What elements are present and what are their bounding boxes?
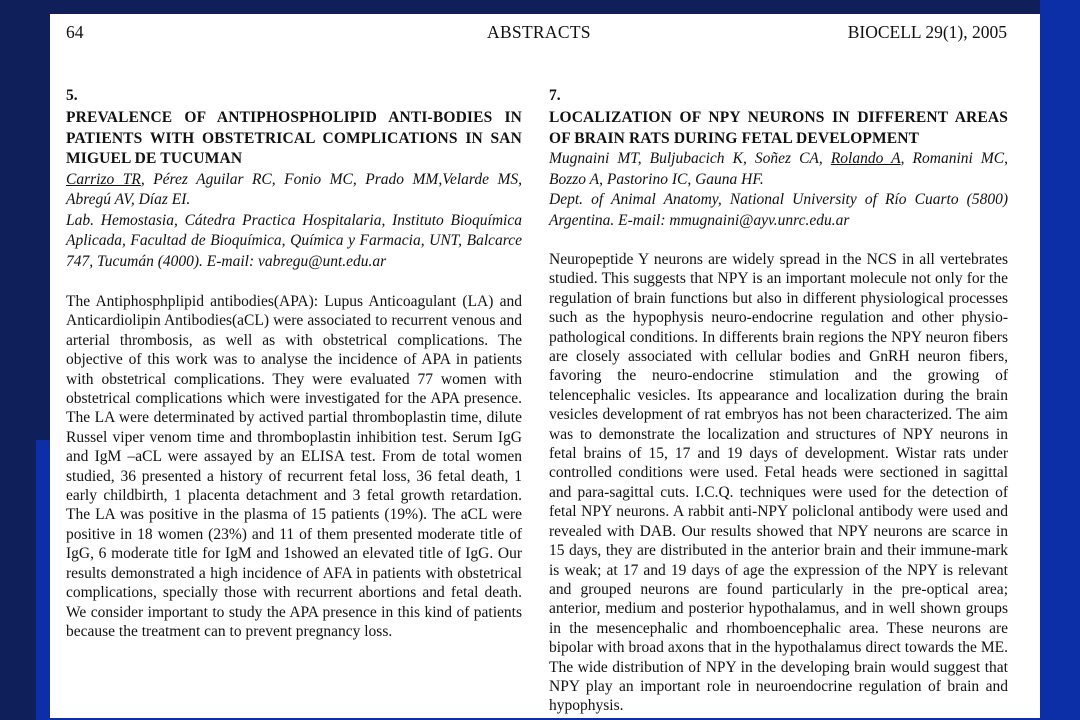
spacer [66, 272, 522, 292]
leading-authors: Mugnaini MT, Buljubacich K, Soñez CA, [549, 150, 831, 167]
abstract-title: PREVALENCE OF ANTIPHOSPHOLIPID ANTI-BODIES IN PATIENTS WITH OBSTETRICAL COMPLICATIONS IN SAN MIGUEL DE TUCUMAN [66, 109, 522, 167]
abstract-number: 5. [66, 87, 78, 104]
abstract-number: 7. [549, 87, 561, 104]
abstract-body: The Antiphosphplipid antibodies(APA): Lupus Anticoagulant (LA) and Anticardiolipin Antibodies(aCL) were associated to recurrent venous and arterial thrombosis, as well as with obstetrical complications. The objective of this work was to analyse the incidence of APA in patients with obstetrical complications. They were evaluated 77 women with obstetrical complications which were investigated for the APA presence. The LA were determinated by actived partial thromboplastin time, dilute Russel viper venom time and thromboplastin inhibition test. Serum IgG and IgM –aCL were assayed by an ELISA test. From de total women studied, 36 presented a history of recurrent fetal loss, 36 fetal death, 1 early childbirth, 1 placenta detachment and 3 fetal growth retardation. The LA was positive in the plasma of 15 patients (19%). The aCL were positive in 18 women (23%) and 11 of them presented moderate title of IgG, 6 moderate title for IgM and 1showed an elevated title of IgG. Our results demonstrated a high incidence of AFA in patients with obstetrical complications, specially those with recurrent abortions and fetal death. We consider important to study the APA presence in this kind of patients because the treatment can to prevent pregnancy loss. [66, 293, 522, 640]
co-authors: , Pérez Aguilar RC, Fonio MC, Prado MM,Velarde MS, Abregú AV, Díaz EI. [66, 170, 522, 208]
abstract-authors [66, 170, 522, 211]
abstract-affiliation: Lab. Hemostasia, Cátedra Practica Hospitalaria, Instituto Bioquímica Aplicada, Facultad de Bioquímica, Química y Farmacia, UNT, Balcarce 747, Tucumán (4000). E-mail: vabregu@unt.edu.ar [66, 211, 522, 270]
abstract-title: LOCALIZATION OF NPY NEURONS IN DIFFERENT AREAS OF BRAIN RATS DURING FETAL DEVELOPMENT [549, 109, 1008, 147]
page-number: 64 [66, 22, 84, 42]
presenting-author: Carrizo TR [66, 170, 141, 188]
abstract-5 [66, 87, 522, 641]
abstract-authors [549, 149, 1008, 190]
abstract-7 [549, 87, 1008, 716]
section-heading: ABSTRACTS [487, 22, 591, 42]
journal-page [50, 14, 1040, 718]
slide-background-band [1040, 0, 1080, 720]
abstract-affiliation: Dept. of Animal Anatomy, National University of Río Cuarto (5800) Argentina. E-mail: mmugnaini@ayv.unrc.edu.ar [549, 191, 1008, 229]
abstract-body: Neuropeptide Y neurons are widely spread in the NCS in all vertebrates studied. This suggests that NPY is an important molecule not only for the regulation of brain functions but also in different physiological processes such as the hypophysis neuro-endocrine regulation and other physio-pathological conditions. In differents brain regions the NPY neuron fibers are closely associated with cellular bodies and GnRH neuron fibers, favoring the neuro-endocrine stimulation and the growing of telencephalic vesicles. Its appearance and localization during the brain vesicles development of rat embryos has not been characterized. The aim was to demonstrate the localization and structures of NPY neurons in fetal brains of 15, 17 and 19 days of development. Wistar rats under controlled conditions were used. Fetal heads were sectioned in sagittal and para-sagittal cuts. I.C.Q. techniques were used for the detection of fetal NPY neurons. A rabbit anti-NPY policlonal antibody were used and revealed with DAB. Our results showed that NPY neurons are scarce in 15 days, they are distributed in the anterior brain and their immune-mark is weak; at 17 and 19 days of age the expression of the NPY is relevant and grouped neurons are found particularly in the pre-optical area; anterior, medium and posterior hypothalamus, and in well shown groups in the mesencephalic and rhomboencephalic area. These neurons are bipolar with broad axons that in the hypothalamus direct towards the ME. The wide distribution of NPY in the developing brain would suggest that NPY play an important role in neuroendocrine regulation of brain and hypophysis. [549, 251, 1008, 715]
journal-citation: BIOCELL 29(1), 2005 [847, 22, 1007, 42]
spacer [549, 231, 1008, 250]
co-authors: , Romanini MC, Bozzo A, Pastorino IC, Gauna HF. [549, 150, 1008, 188]
presenting-author: Rolando A [830, 150, 901, 167]
